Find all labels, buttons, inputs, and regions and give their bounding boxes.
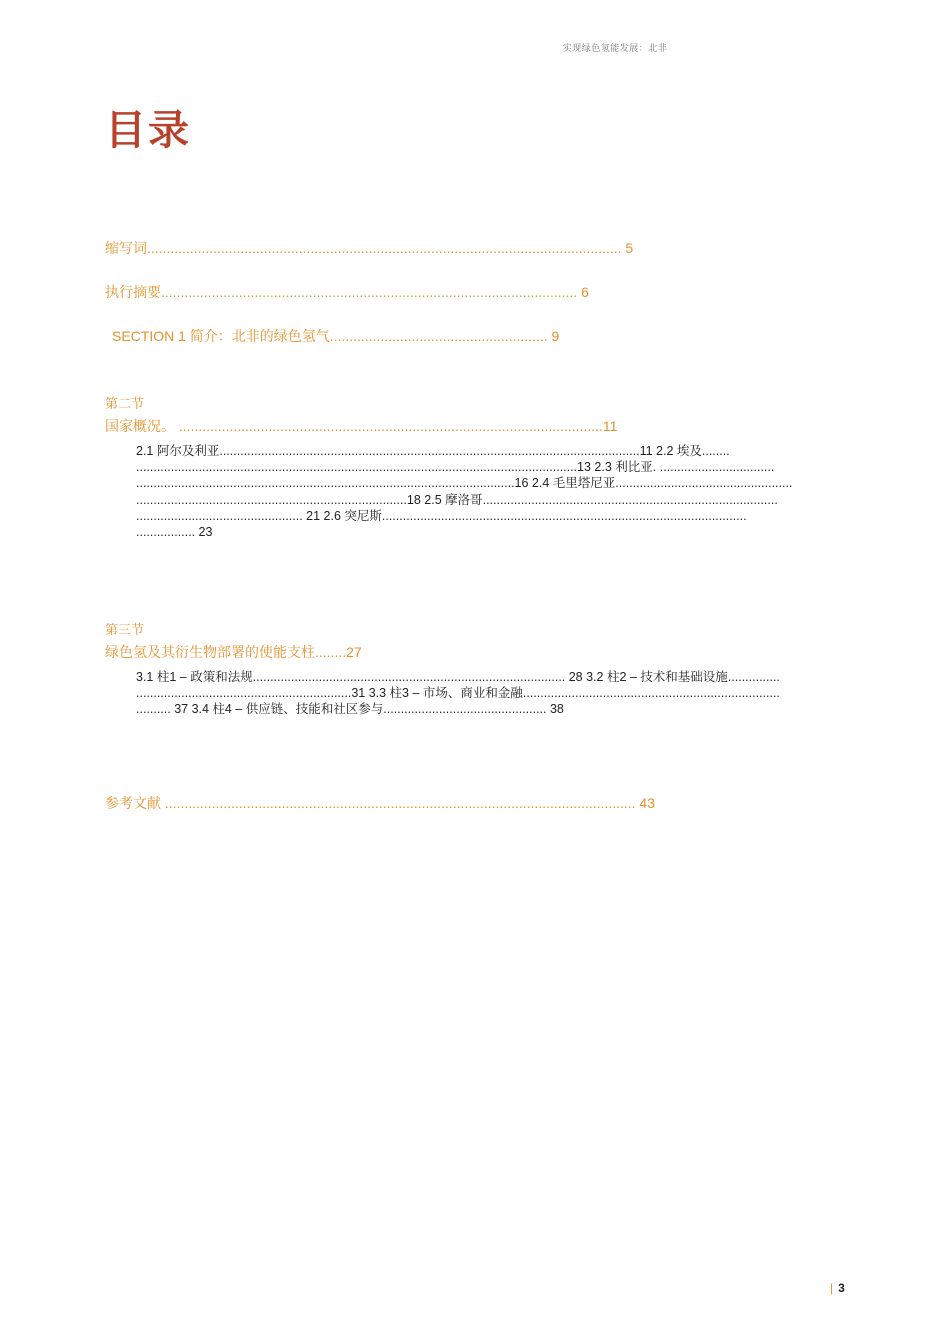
toc-section-2-subentries — [136, 443, 841, 540]
page-number-separator: | — [830, 1281, 834, 1295]
page-number — [830, 1281, 845, 1295]
toc-subentry-line[interactable]: ................. 23 — [136, 524, 213, 539]
toc-entry-abbreviations[interactable]: 缩写词.......................................................................................................................... 5 — [105, 240, 634, 256]
toc-entry-section-1[interactable]: SECTION 1 简介：北非的绿色氢气........................................................ 9 — [112, 328, 560, 344]
toc-entry-executive-summary[interactable]: 执行摘要........................................................................................................... 6 — [105, 284, 589, 300]
toc-section-2-heading: 第二节 — [105, 396, 145, 411]
toc-section-3-heading: 第三节 — [105, 622, 145, 637]
toc-entry-section-2[interactable]: 国家概况。 .............................................................................................................11 — [105, 418, 618, 434]
toc-subentry-line[interactable]: 2.1 阿尔及利亚.........................................................................................................................11 2.2 埃及........ — [136, 444, 730, 458]
toc-section-3-subentries — [136, 669, 841, 718]
toc-subentry-line[interactable]: ..............................................................................18 2.5 摩洛哥..................................................................................... — [136, 492, 778, 507]
page-title: 目录 — [105, 107, 191, 153]
page-number-value: 3 — [838, 1281, 845, 1295]
toc-entry-references[interactable]: 参考文献 ......................................................................................................................... 43 — [105, 795, 655, 811]
toc-subentry-line[interactable]: 3.1 柱1 – 政策和法规.......................................................................................... 28 3.2 柱2 – 技术和基础设施............... — [136, 670, 780, 684]
toc-subentry-line[interactable]: .............................................................................................................16 2.4 毛里塔尼亚................................................... — [136, 476, 793, 491]
toc-entry-section-3[interactable]: 绿色氢及其衍生物部署的使能支柱........27 — [105, 644, 362, 660]
toc-subentry-line[interactable]: .......... 37 3.4 柱4 – 供应链、技能和社区参与............................................... 38 — [136, 702, 564, 717]
toc-subentry-line[interactable]: ..............................................................31 3.3 柱3 – 市场、商业和金融.......................................................................... — [136, 686, 780, 701]
running-header: 实现绿色氢能发展：北非 — [562, 43, 668, 53]
toc-subentry-line[interactable]: ................................................ 21 2.6 突尼斯......................................................................................................... — [136, 508, 747, 523]
toc-subentry-line[interactable]: ...............................................................................................................................13 2.3 利比亚. ................................. — [136, 460, 775, 475]
